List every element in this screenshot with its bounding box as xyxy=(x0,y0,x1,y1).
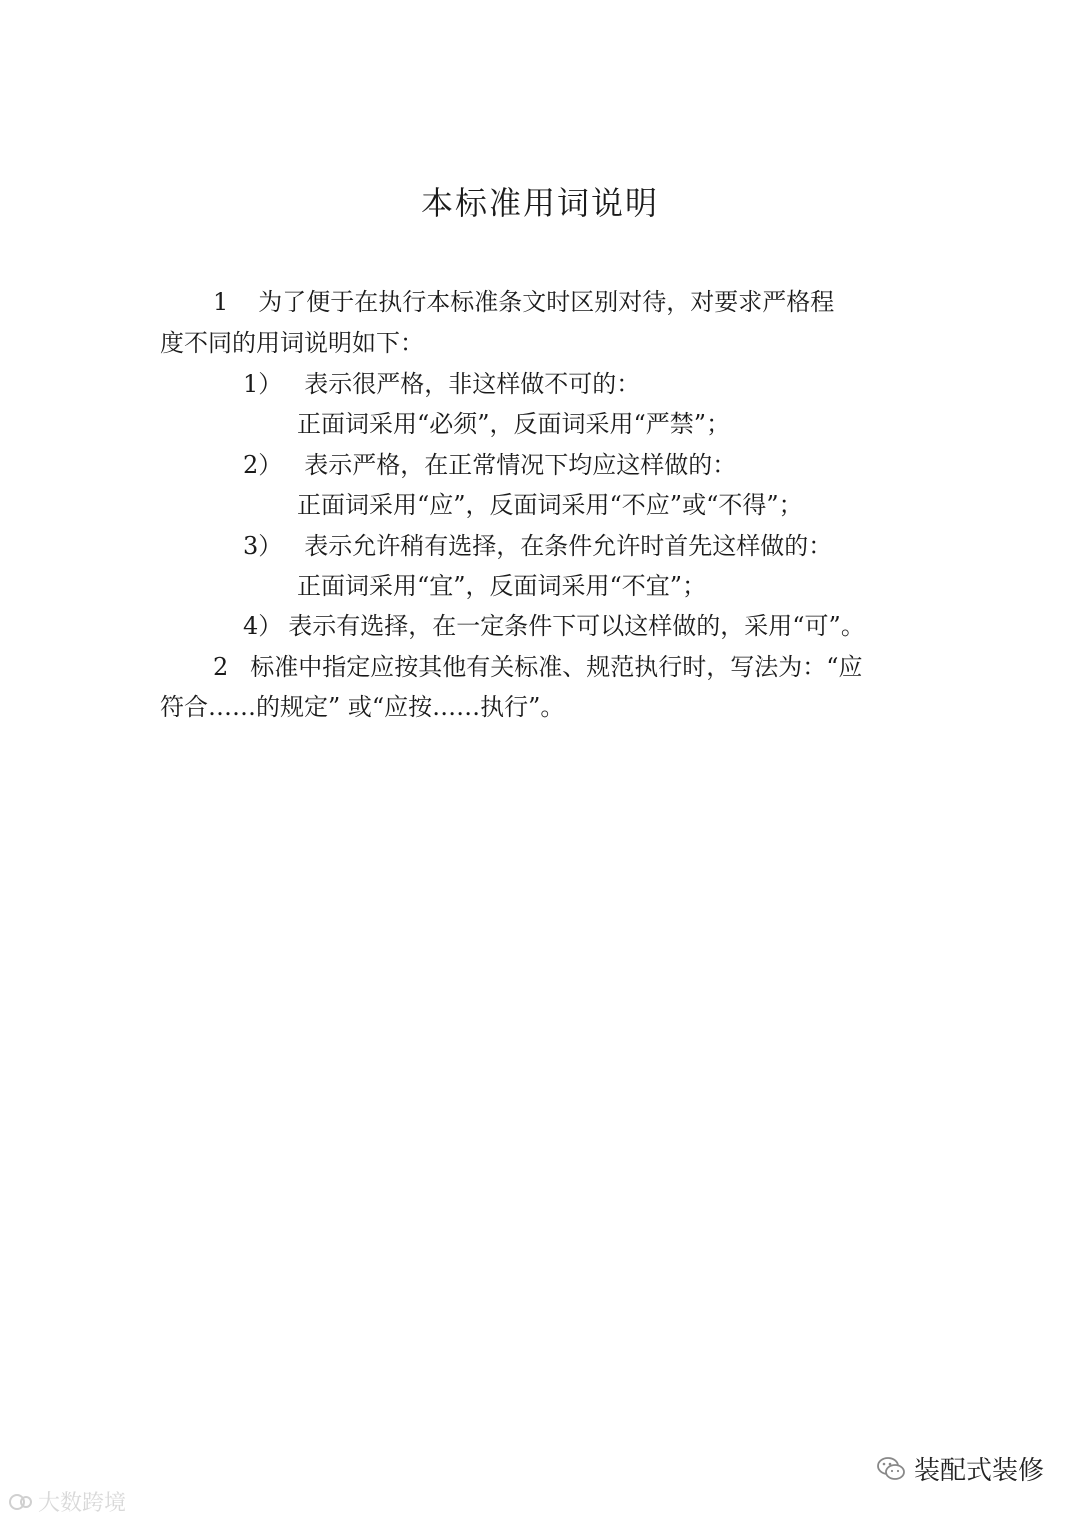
clause-1-number: 1 xyxy=(213,288,229,316)
item-3-words: 正面词采用“宜”，反面词采用“不宜”； xyxy=(297,572,707,600)
clause-2-line-2: 符合……的规定” 或“应按……执行”。 xyxy=(160,693,565,721)
item-4-marker: 4） xyxy=(243,612,283,640)
page-title: 本标准用词说明 xyxy=(420,184,659,222)
item-4-desc: 表示有选择，在一定条件下可以这样做的，采用“可”。 xyxy=(288,612,865,640)
item-3-desc: 表示允许稍有选择，在条件允许时首先这样做的： xyxy=(304,532,833,560)
watermark-left xyxy=(8,1486,126,1517)
item-3-desc-line xyxy=(243,531,832,561)
clause-2-number: 2 xyxy=(213,653,229,681)
clause-2-text-line-1: 标准中指定应按其他有关标准、规范执行时，写法为：“应 xyxy=(250,653,863,681)
item-1-desc-line xyxy=(243,369,640,399)
clause-1-text-line-1: 为了便于在执行本标准条文时区别对待，对要求严格程 xyxy=(258,288,835,316)
watermark-right-text: 装配式装修 xyxy=(913,1456,1044,1486)
item-1-desc: 表示很严格，非这样做不可的： xyxy=(304,370,641,398)
clause-1-line-1 xyxy=(213,287,834,317)
brand-logo-icon xyxy=(8,1489,34,1515)
item-2-desc-line xyxy=(243,450,736,480)
clause-1-line-2: 度不同的用词说明如下： xyxy=(160,329,424,357)
watermark-left-text: 大数跨境 xyxy=(38,1491,127,1516)
item-3-marker: 3） xyxy=(243,532,283,560)
clause-2-line-1 xyxy=(213,652,863,682)
watermark-right xyxy=(876,1450,1044,1487)
item-4-desc-line xyxy=(243,611,865,641)
item-2-desc: 表示严格，在正常情况下均应这样做的： xyxy=(304,451,737,479)
item-2-words: 正面词采用“应”，反面词采用“不应”或“不得”； xyxy=(297,491,803,519)
item-2-marker: 2） xyxy=(243,451,283,479)
item-1-marker: 1） xyxy=(243,370,283,398)
item-1-words: 正面词采用“必须”，反面词采用“严禁”； xyxy=(297,410,731,438)
wechat-icon xyxy=(876,1455,906,1483)
